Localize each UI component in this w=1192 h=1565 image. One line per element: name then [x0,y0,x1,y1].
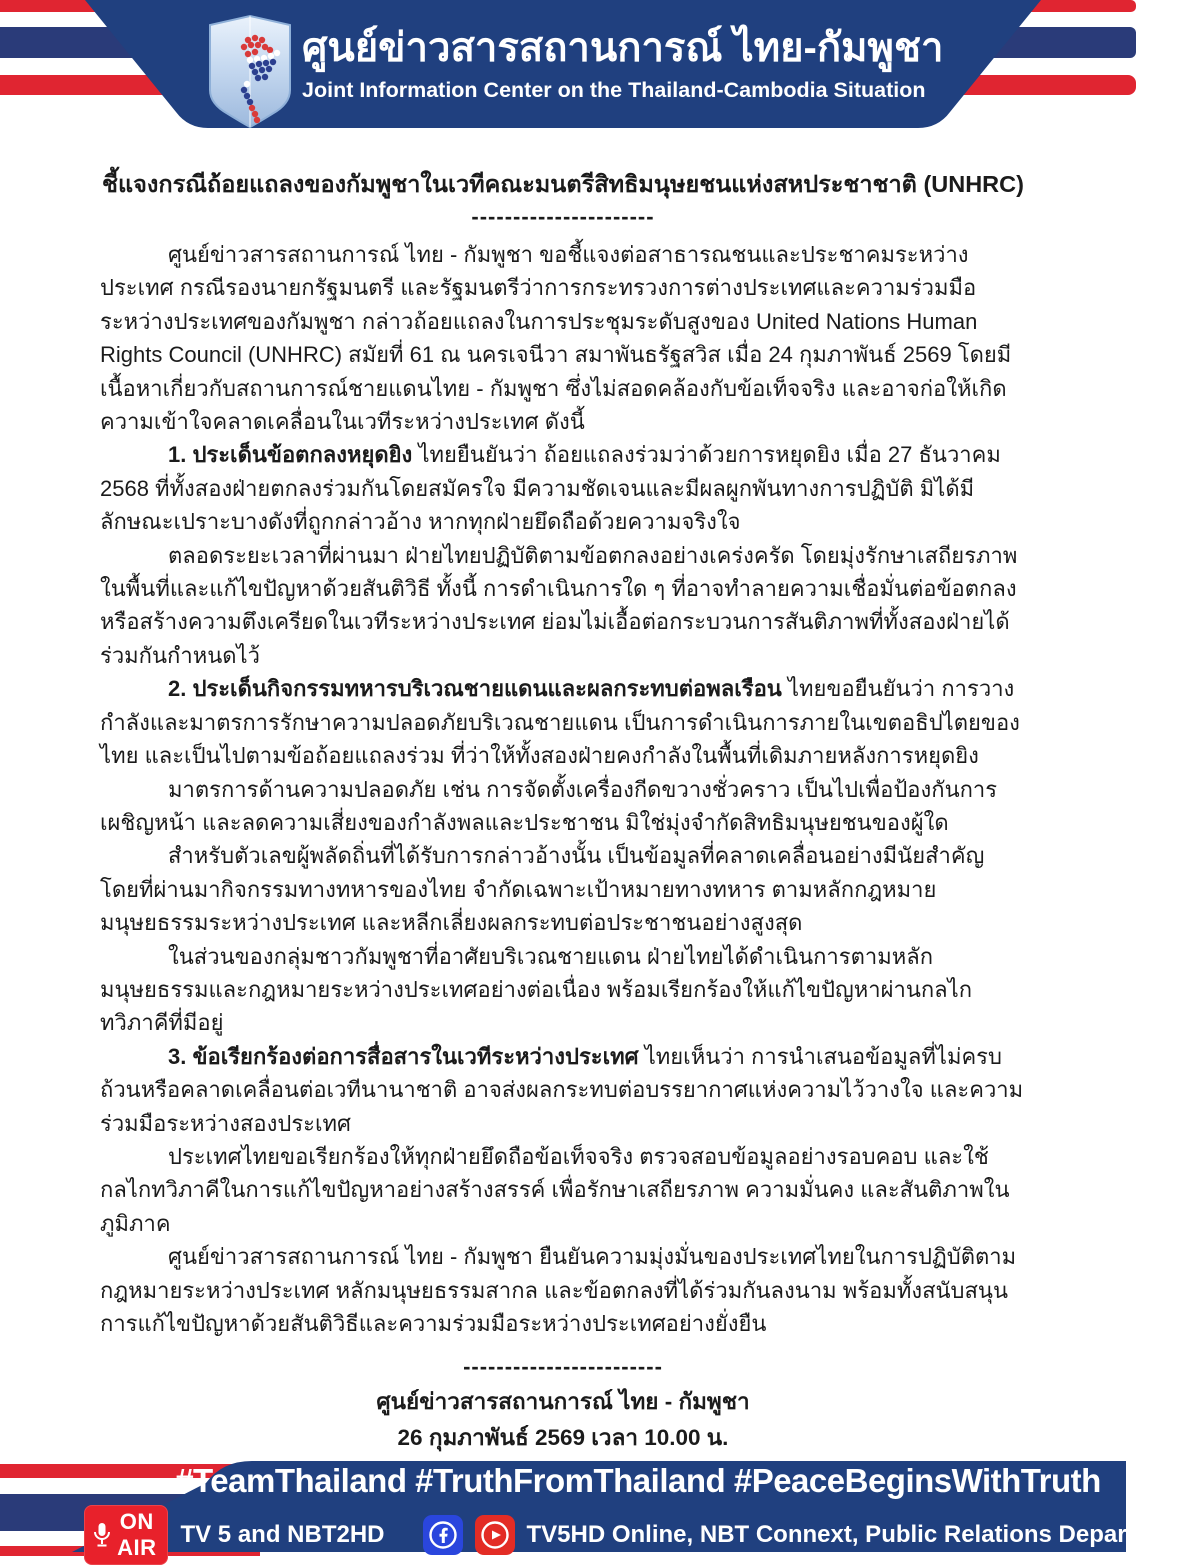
banner-text-block [302,24,943,103]
document-body [0,148,1126,1456]
document-title: ชี้แจงกรณีถ้อยแถลงของกัมพูชาในเวทีคณะมนตรีสิทธิมนุษยชนแห่งสหประชาชาติ (UNHRC) [102,171,1024,197]
banner-title-thai: ศูนย์ข่าวสารสถานการณ์ ไทย-กัมพูชา [302,26,944,70]
paragraph-text: ไทยยืนยันว่า ถ้อยแถลงร่วมว่าด้วยการหยุดยิง เมื่อ 27 ธันวาคม 2568 ที่ทั้งสองฝ่ายตกลงร่วมกันโดยสมัครใจ มีความชัดเจนและมีผลผูกพันทางการปฏิบัติ มิได้มีลักษณะเปราะบางดังที่ถูกกล่าวอ้าง หากทุกฝ่ายยึดถือด้วยความจริงใจ [100,442,1001,535]
paragraph [100,1140,1026,1240]
youtube-icon [475,1515,515,1555]
footer-banner [0,1456,1192,1561]
footer-info-row [117,1505,1192,1565]
paragraph [100,1240,1026,1340]
on-air-label: ON AIR [117,1509,157,1561]
paragraph-text: ประเทศไทยขอเรียกร้องให้ทุกฝ่ายยึดถือข้อเท็จจริง ตรวจสอบข้อมูลอย่างรอบคอบ และใช้กลไกทวิภาคีในการแก้ไขปัญหาอย่างสร้างสรรค์ เพื่อรักษาเสถียรภาพ ความมั่นคง และสันติภาพในภูมิภาค [100,1143,1010,1236]
paragraph-text: สำหรับตัวเลขผู้พลัดถิ่นที่ได้รับการกล่าวอ้างนั้น เป็นข้อมูลที่คลาดเคลื่อนอย่างมีนัยสำคัญ โดยที่ผ่านมากิจกรรมทางทหารของไทย จำกัดเฉพาะเป้าหมายทางทหาร ตามหลักกฎหมายมนุษยธรรมระหว่างประเทศ และหลีกเลี่ยงผลกระทบต่อประชาชนอย่างสูงสุด [100,843,985,936]
paragraph [100,773,1026,840]
date-line: 26 กุมภาพันธ์ 2569 เวลา 10.00 น. [397,1425,729,1451]
facebook-icon [423,1515,463,1555]
paragraph-text: มาตรการด้านความปลอดภัย เช่น การจัดตั้งเครื่องกีดขวางชั่วคราว เป็นไปเพื่อป้องกันการเผชิญหน้า และลดความเสี่ยงของกำลังพลและประชาชน มิใช่มุ่งจำกัดสิทธิมนุษยชนของผู้ใด [100,776,998,835]
paragraph-text: ในส่วนของกลุ่มชาวกัมพูชาที่อาศัยบริเวณชายแดน ฝ่ายไทยได้ดำเนินการตามหลักมนุษยธรรมและกฎหมายระหว่างประเทศอย่างต่อเนื่อง พร้อมเรียกร้องให้แก้ไขปัญหาผ่านกลไกทวิภาคีที่มีอยู่ [100,943,973,1036]
on-air-badge [84,1505,168,1565]
banner-title-english: Joint Information Center on the Thailand-Cambodia Situation [302,78,926,102]
signoff-line: ศูนย์ข่าวสารสถานการณ์ ไทย - กัมพูชา [376,1389,750,1415]
online-platforms-label: TV5HD Online, NBT Connext, Public Relations Department [526,1521,1192,1549]
divider-bottom: ------------------------ [463,1354,663,1380]
paragraph-text: ศูนย์ข่าวสารสถานการณ์ ไทย - กัมพูชา ขอชี้แจงต่อสาธารณชนและประชาคมระหว่างประเทศ กรณีรองนายกรัฐมนตรี และรัฐมนตรีว่าการกระทรวงการต่างประเทศและความร่วมมือระหว่างประเทศของกัมพูชา กล่าวถ้อยแถลงในการประชุมระดับสูงของ United Nations Human Rights Council (UNHRC) สมัยที่ 61 ณ นครเจนีวา สมาพันธรัฐสวิส เมื่อ 24 กุมภาพันธ์ 2569 โดยมีเนื้อหาเกี่ยวกับสถานการณ์ชายแดนไทย - กัมพูชา ซึ่งไม่สอดคล้องกับข้อเท็จจริง และอาจก่อให้เกิดความเข้าใจคลาดเคลื่อนในเวทีระหว่างประเทศ ดังนี้ [100,242,1012,435]
paragraph [100,539,1026,673]
divider-top: ---------------------- [471,204,655,229]
hashtags-line: #TeamThailand #TruthFromThailand #PeaceBeginsWithTruth [175,1462,1101,1500]
paragraph [100,238,1026,438]
paragraph-lead: 3. ข้อเรียกร้องต่อการสื่อสารในเวทีระหว่างประเทศ [168,1043,639,1069]
paragraph-text: ตลอดระยะเวลาที่ผ่านมา ฝ่ายไทยปฏิบัติตามข้อตกลงอย่างเคร่งครัด โดยมุ่งรักษาเสถียรภาพในพื้นที่และแก้ไขปัญหาด้วยสันติวิธี ทั้งนี้ การดำเนินการใด ๆ ที่อาจทำลายความเชื่อมั่นต่อข้อตกลง หรือสร้างความตึงเครียดในเวทีระหว่างประเทศ ย่อมไม่เอื้อต่อกระบวนการสันติภาพที่ทั้งสองฝ่ายได้ร่วมกันกำหนดไว้ [100,542,1018,668]
header-banner [0,0,1126,148]
paragraph-text: ศูนย์ข่าวสารสถานการณ์ ไทย - กัมพูชา ยืนยันความมุ่งมั่นของประเทศไทยในการปฏิบัติตามกฎหมายระหว่างประเทศ หลักมนุษยธรรมสากล และข้อตกลงที่ได้ร่วมกันลงนาม พร้อมทั้งสนับสนุนการแก้ไขปัญหาด้วยสันติวิธีและความร่วมมือระหว่างประเทศอย่างยั่งยืน [100,1244,1017,1336]
paragraph-text: ไทยขอยืนยันว่า การวางกำลังและมาตรการรักษาความปลอดภัยบริเวณชายแดน เป็นการดำเนินการภายในเขตอธิปไตยของไทย และเป็นไปตามข้อถ้อยแถลงร่วม ที่ว่าให้ทั้งสองฝ่ายคงกำลังในพื้นที่เดิมภายหลังการหยุดยิง [100,676,1020,769]
microphone-icon [92,1522,112,1548]
paragraph-lead: 1. ประเด็นข้อตกลงหยุดยิง [168,442,413,468]
paragraph [100,1040,1026,1140]
paragraph-text: ไทยเห็นว่า การนำเสนอข้อมูลที่ไม่ครบถ้วนหรือคลาดเคลื่อนต่อเวทีนานาชาติ อาจส่งผลกระทบต่อบรรยากาศแห่งความไว้วางใจ และความร่วมมือระหว่างสองประเทศ [100,1043,1024,1136]
paragraph [100,940,1026,1040]
footer-content [117,1462,1192,1565]
paragraph-lead: 2. ประเด็นกิจกรรมทหารบริเวณชายแดนและผลกระทบต่อพลเรือน [168,676,782,702]
shield-thailand-map-logo [210,16,290,127]
paragraph [100,672,1026,772]
paragraph [100,839,1026,939]
channels-label: TV 5 and NBT2HD [180,1521,385,1549]
paragraph [100,438,1026,538]
